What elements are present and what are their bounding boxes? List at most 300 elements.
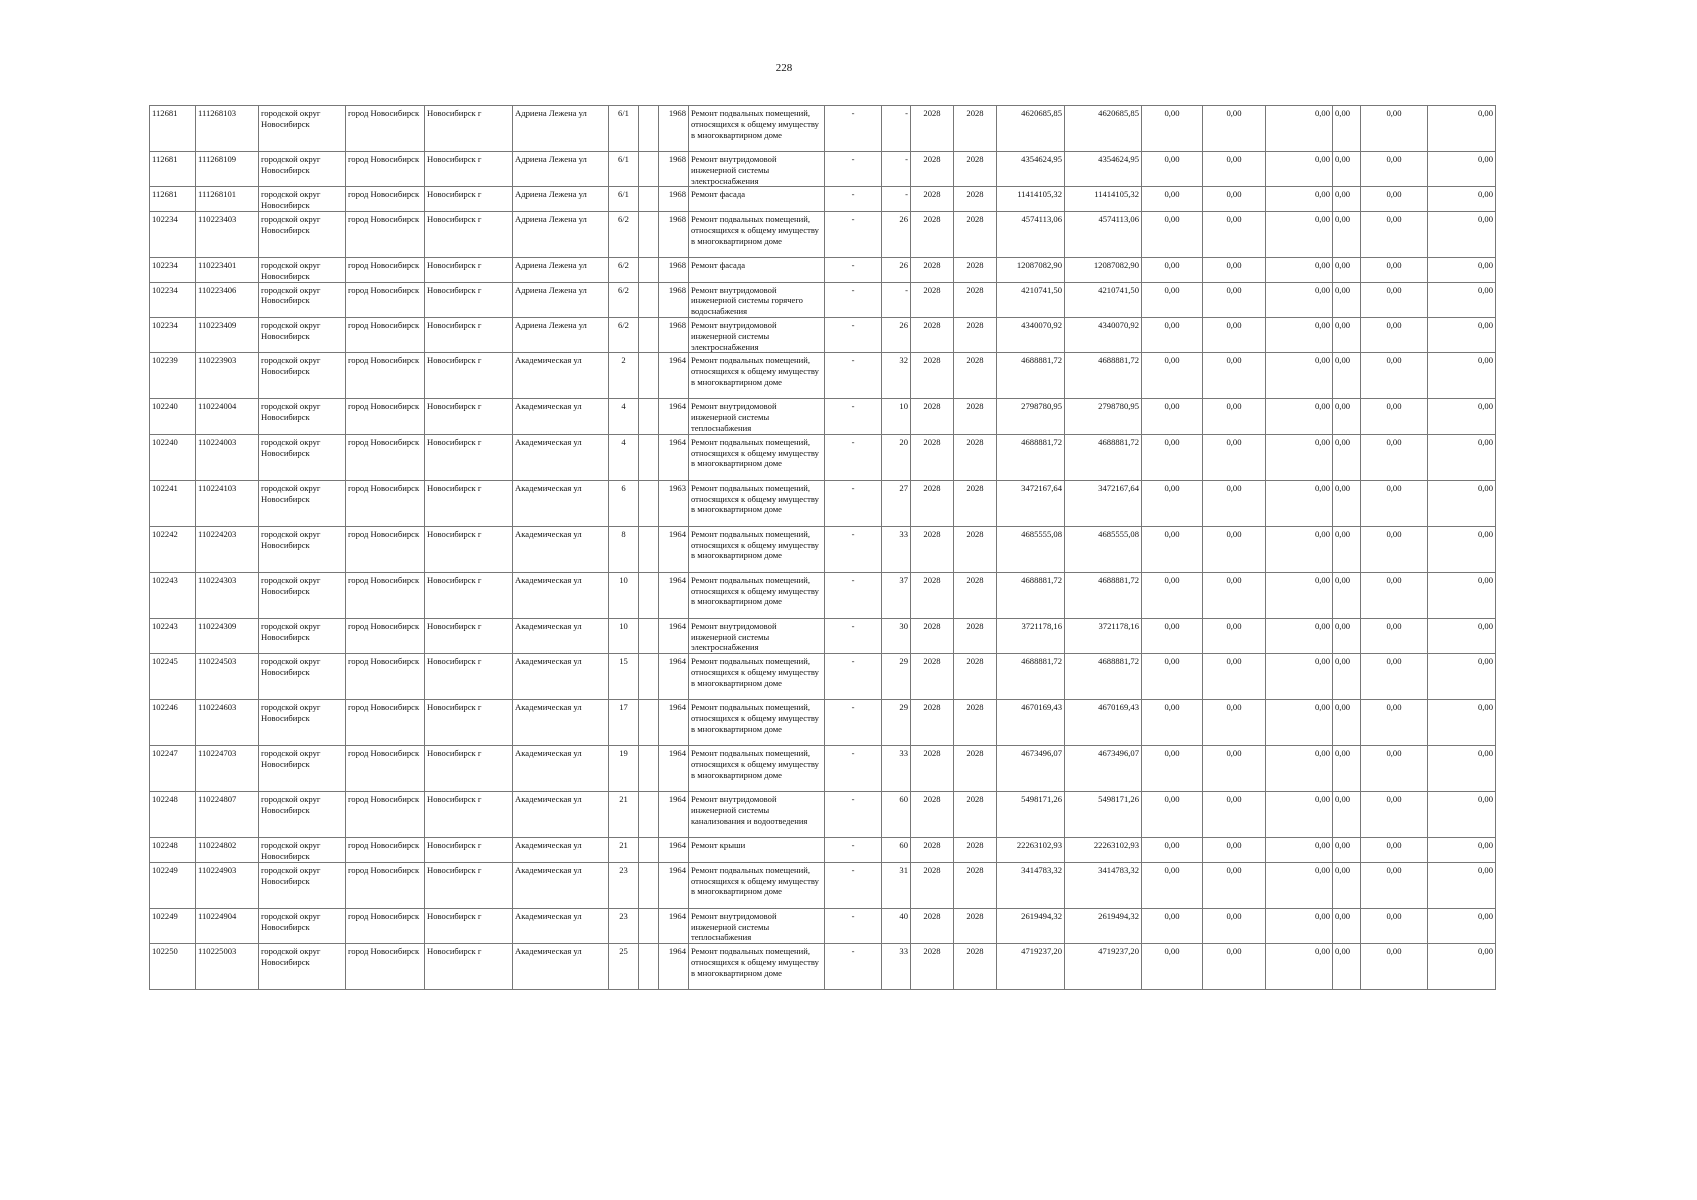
cell-street: Академическая ул [513, 944, 609, 990]
cell-house-no: 6/1 [609, 152, 639, 187]
cell-plan-year-2: 2028 [954, 944, 997, 990]
cell-city: Новосибирск г [425, 792, 513, 838]
cell-zero-2: 0,00 [1203, 792, 1266, 838]
cell-zero-2: 0,00 [1203, 526, 1266, 572]
cell-street: Академическая ул [513, 700, 609, 746]
cell-settlement: город Новосибирск [346, 317, 425, 352]
cell-work-type: Ремонт подвальных помещений, относящихся к общему имуществу в многоквартирном доме [689, 106, 825, 152]
cell-house-id: 102234 [150, 317, 196, 352]
cell-house-no: 6/2 [609, 282, 639, 317]
cell-city: Новосибирск г [425, 353, 513, 399]
cell-settlement: город Новосибирск [346, 700, 425, 746]
cell-municipality: городской округ Новосибирск [259, 211, 346, 257]
cell-apartments: 37 [882, 572, 911, 618]
cell-zero-3: 0,00 [1266, 944, 1333, 990]
cell-zero-1: 0,00 [1142, 353, 1203, 399]
cell-apartments: 26 [882, 211, 911, 257]
cell-blank [639, 700, 659, 746]
cell-zero-5: 0,00 [1361, 746, 1428, 792]
cell-settlement: город Новосибирск [346, 792, 425, 838]
cell-zero-1: 0,00 [1142, 908, 1203, 943]
cell-municipality: городской округ Новосибирск [259, 282, 346, 317]
cell-cost-total: 3414783,32 [997, 862, 1065, 908]
cell-city: Новосибирск г [425, 480, 513, 526]
cell-zero-2: 0,00 [1203, 908, 1266, 943]
cell-dash-col: - [825, 152, 882, 187]
cell-municipality: городской округ Новосибирск [259, 838, 346, 863]
cell-settlement: город Новосибирск [346, 572, 425, 618]
cell-cost-fund: 4673496,07 [1065, 746, 1142, 792]
cell-zero-4: 0,00 [1333, 792, 1361, 838]
cell-zero-4: 0,00 [1333, 317, 1361, 352]
cell-house-no: 4 [609, 399, 639, 434]
cell-work-type: Ремонт подвальных помещений, относящихся к общему имуществу в многоквартирном доме [689, 572, 825, 618]
cell-year: 1964 [659, 792, 689, 838]
cell-cost-fund: 4340070,92 [1065, 317, 1142, 352]
cell-house-id: 102239 [150, 353, 196, 399]
cell-blank [639, 944, 659, 990]
cell-zero-4: 0,00 [1333, 572, 1361, 618]
cell-house-no: 6/1 [609, 187, 639, 212]
cell-cost-fund: 4670169,43 [1065, 700, 1142, 746]
cell-house-no: 19 [609, 746, 639, 792]
cell-blank [639, 654, 659, 700]
cell-house-no: 21 [609, 792, 639, 838]
cell-settlement: город Новосибирск [346, 187, 425, 212]
cell-blank [639, 353, 659, 399]
cell-zero-2: 0,00 [1203, 480, 1266, 526]
cell-zero-2: 0,00 [1203, 152, 1266, 187]
cell-work-id: 110223401 [196, 257, 259, 282]
cell-work-type: Ремонт подвальных помещений, относящихся к общему имуществу в многоквартирном доме [689, 700, 825, 746]
cell-cost-fund: 22263102,93 [1065, 838, 1142, 863]
cell-blank [639, 434, 659, 480]
cell-apartments: 26 [882, 257, 911, 282]
cell-municipality: городской округ Новосибирск [259, 480, 346, 526]
cell-plan-year-1: 2028 [911, 618, 954, 653]
cell-plan-year-1: 2028 [911, 862, 954, 908]
cell-plan-year-2: 2028 [954, 317, 997, 352]
cell-cost-fund: 12087082,90 [1065, 257, 1142, 282]
table-row [150, 480, 1496, 526]
cell-house-id: 102240 [150, 399, 196, 434]
cell-dash-col: - [825, 654, 882, 700]
cell-zero-1: 0,00 [1142, 838, 1203, 863]
cell-plan-year-2: 2028 [954, 480, 997, 526]
cell-zero-2: 0,00 [1203, 746, 1266, 792]
cell-plan-year-1: 2028 [911, 106, 954, 152]
cell-zero-3: 0,00 [1266, 106, 1333, 152]
cell-plan-year-2: 2028 [954, 152, 997, 187]
cell-work-type: Ремонт подвальных помещений, относящихся к общему имуществу в многоквартирном доме [689, 746, 825, 792]
cell-cost-fund: 11414105,32 [1065, 187, 1142, 212]
cell-zero-1: 0,00 [1142, 399, 1203, 434]
cell-zero-6: 0,00 [1428, 399, 1496, 434]
cell-zero-1: 0,00 [1142, 746, 1203, 792]
cell-zero-4: 0,00 [1333, 187, 1361, 212]
cell-zero-5: 0,00 [1361, 908, 1428, 943]
cell-house-no: 17 [609, 700, 639, 746]
cell-apartments: 33 [882, 944, 911, 990]
cell-house-id: 102242 [150, 526, 196, 572]
cell-work-id: 110224807 [196, 792, 259, 838]
table-row [150, 838, 1496, 863]
table-row [150, 187, 1496, 212]
cell-work-type: Ремонт фасада [689, 187, 825, 212]
cell-plan-year-2: 2028 [954, 353, 997, 399]
cell-zero-4: 0,00 [1333, 257, 1361, 282]
cell-zero-4: 0,00 [1333, 618, 1361, 653]
cell-house-id: 102247 [150, 746, 196, 792]
cell-zero-6: 0,00 [1428, 700, 1496, 746]
cell-work-id: 110224004 [196, 399, 259, 434]
cell-city: Новосибирск г [425, 746, 513, 792]
cell-zero-6: 0,00 [1428, 152, 1496, 187]
cell-zero-3: 0,00 [1266, 152, 1333, 187]
page-number: 228 [775, 62, 793, 74]
cell-zero-6: 0,00 [1428, 282, 1496, 317]
cell-city: Новосибирск г [425, 211, 513, 257]
cell-year: 1964 [659, 572, 689, 618]
cell-house-id: 102249 [150, 908, 196, 943]
cell-apartments: 60 [882, 792, 911, 838]
cell-zero-4: 0,00 [1333, 654, 1361, 700]
cell-settlement: город Новосибирск [346, 399, 425, 434]
cell-zero-3: 0,00 [1266, 838, 1333, 863]
cell-work-type: Ремонт внутридомовой инженерной системы теплоснабжения [689, 908, 825, 943]
cell-zero-1: 0,00 [1142, 480, 1203, 526]
cell-apartments: 10 [882, 399, 911, 434]
cell-zero-1: 0,00 [1142, 618, 1203, 653]
cell-cost-total: 4670169,43 [997, 700, 1065, 746]
cell-blank [639, 746, 659, 792]
cell-year: 1968 [659, 282, 689, 317]
cell-year: 1964 [659, 434, 689, 480]
cell-zero-3: 0,00 [1266, 908, 1333, 943]
cell-zero-5: 0,00 [1361, 317, 1428, 352]
cell-zero-2: 0,00 [1203, 654, 1266, 700]
cell-house-no: 23 [609, 908, 639, 943]
cell-year: 1968 [659, 152, 689, 187]
cell-zero-6: 0,00 [1428, 187, 1496, 212]
cell-cost-fund: 4354624,95 [1065, 152, 1142, 187]
cell-cost-fund: 4620685,85 [1065, 106, 1142, 152]
cell-blank [639, 106, 659, 152]
cell-year: 1964 [659, 944, 689, 990]
cell-city: Новосибирск г [425, 434, 513, 480]
cell-zero-4: 0,00 [1333, 480, 1361, 526]
cell-zero-4: 0,00 [1333, 434, 1361, 480]
cell-settlement: город Новосибирск [346, 862, 425, 908]
cell-street: Адриена Лежена ул [513, 187, 609, 212]
cell-city: Новосибирск г [425, 572, 513, 618]
cell-apartments: - [882, 187, 911, 212]
cell-dash-col: - [825, 700, 882, 746]
cell-blank [639, 480, 659, 526]
cell-cost-total: 4688881,72 [997, 572, 1065, 618]
cell-zero-4: 0,00 [1333, 838, 1361, 863]
cell-work-id: 110224903 [196, 862, 259, 908]
cell-work-type: Ремонт крыши [689, 838, 825, 863]
cell-house-no: 6/2 [609, 257, 639, 282]
cell-municipality: городской округ Новосибирск [259, 317, 346, 352]
cell-zero-6: 0,00 [1428, 862, 1496, 908]
cell-house-no: 4 [609, 434, 639, 480]
cell-dash-col: - [825, 353, 882, 399]
cell-zero-5: 0,00 [1361, 862, 1428, 908]
cell-settlement: город Новосибирск [346, 211, 425, 257]
cell-street: Адриена Лежена ул [513, 282, 609, 317]
cell-zero-1: 0,00 [1142, 152, 1203, 187]
cell-cost-total: 2619494,32 [997, 908, 1065, 943]
cell-street: Академическая ул [513, 572, 609, 618]
capital-repair-table [149, 105, 1496, 990]
cell-municipality: городской округ Новосибирск [259, 526, 346, 572]
cell-house-no: 25 [609, 944, 639, 990]
cell-zero-5: 0,00 [1361, 944, 1428, 990]
cell-work-id: 110224802 [196, 838, 259, 863]
cell-plan-year-2: 2028 [954, 862, 997, 908]
cell-apartments: 29 [882, 654, 911, 700]
cell-work-id: 111268109 [196, 152, 259, 187]
cell-zero-6: 0,00 [1428, 908, 1496, 943]
cell-zero-1: 0,00 [1142, 282, 1203, 317]
cell-apartments: 40 [882, 908, 911, 943]
cell-cost-fund: 3414783,32 [1065, 862, 1142, 908]
cell-plan-year-1: 2028 [911, 792, 954, 838]
cell-house-id: 102248 [150, 838, 196, 863]
cell-blank [639, 908, 659, 943]
cell-city: Новосибирск г [425, 700, 513, 746]
table-row [150, 654, 1496, 700]
cell-zero-5: 0,00 [1361, 434, 1428, 480]
cell-zero-2: 0,00 [1203, 618, 1266, 653]
cell-plan-year-1: 2028 [911, 572, 954, 618]
cell-work-id: 110224503 [196, 654, 259, 700]
cell-plan-year-2: 2028 [954, 211, 997, 257]
cell-zero-1: 0,00 [1142, 944, 1203, 990]
cell-municipality: городской округ Новосибирск [259, 944, 346, 990]
cell-work-type: Ремонт подвальных помещений, относящихся к общему имуществу в многоквартирном доме [689, 434, 825, 480]
table-row [150, 908, 1496, 943]
cell-apartments: 29 [882, 700, 911, 746]
cell-apartments: 30 [882, 618, 911, 653]
cell-cost-total: 4688881,72 [997, 654, 1065, 700]
cell-cost-fund: 2798780,95 [1065, 399, 1142, 434]
cell-zero-5: 0,00 [1361, 187, 1428, 212]
cell-plan-year-2: 2028 [954, 434, 997, 480]
cell-zero-2: 0,00 [1203, 187, 1266, 212]
cell-street: Академическая ул [513, 862, 609, 908]
cell-cost-fund: 4210741,50 [1065, 282, 1142, 317]
cell-house-no: 10 [609, 572, 639, 618]
cell-street: Академическая ул [513, 434, 609, 480]
cell-plan-year-2: 2028 [954, 282, 997, 317]
cell-settlement: город Новосибирск [346, 526, 425, 572]
cell-work-id: 110224103 [196, 480, 259, 526]
cell-house-id: 112681 [150, 187, 196, 212]
cell-zero-3: 0,00 [1266, 434, 1333, 480]
cell-work-type: Ремонт подвальных помещений, относящихся к общему имуществу в многоквартирном доме [689, 526, 825, 572]
cell-year: 1964 [659, 654, 689, 700]
cell-municipality: городской округ Новосибирск [259, 572, 346, 618]
cell-work-type: Ремонт подвальных помещений, относящихся к общему имуществу в многоквартирном доме [689, 211, 825, 257]
cell-municipality: городской округ Новосибирск [259, 618, 346, 653]
cell-zero-6: 0,00 [1428, 944, 1496, 990]
table-row [150, 257, 1496, 282]
cell-zero-2: 0,00 [1203, 211, 1266, 257]
cell-zero-5: 0,00 [1361, 399, 1428, 434]
cell-zero-5: 0,00 [1361, 838, 1428, 863]
cell-zero-1: 0,00 [1142, 862, 1203, 908]
cell-settlement: город Новосибирск [346, 353, 425, 399]
cell-zero-5: 0,00 [1361, 654, 1428, 700]
cell-cost-total: 22263102,93 [997, 838, 1065, 863]
cell-municipality: городской округ Новосибирск [259, 399, 346, 434]
cell-house-id: 102245 [150, 654, 196, 700]
cell-blank [639, 792, 659, 838]
cell-plan-year-1: 2028 [911, 353, 954, 399]
cell-cost-total: 4673496,07 [997, 746, 1065, 792]
cell-cost-fund: 2619494,32 [1065, 908, 1142, 943]
cell-work-type: Ремонт подвальных помещений, относящихся к общему имуществу в многоквартирном доме [689, 944, 825, 990]
cell-work-type: Ремонт внутридомовой инженерной системы электроснабжения [689, 317, 825, 352]
cell-plan-year-2: 2028 [954, 908, 997, 943]
cell-dash-col: - [825, 526, 882, 572]
cell-work-type: Ремонт внутридомовой инженерной системы электроснабжения [689, 618, 825, 653]
cell-zero-1: 0,00 [1142, 526, 1203, 572]
cell-zero-6: 0,00 [1428, 257, 1496, 282]
cell-year: 1964 [659, 700, 689, 746]
cell-zero-6: 0,00 [1428, 654, 1496, 700]
cell-cost-total: 4688881,72 [997, 434, 1065, 480]
cell-zero-4: 0,00 [1333, 282, 1361, 317]
cell-plan-year-2: 2028 [954, 106, 997, 152]
cell-zero-1: 0,00 [1142, 187, 1203, 212]
cell-blank [639, 572, 659, 618]
cell-cost-total: 4354624,95 [997, 152, 1065, 187]
cell-cost-total: 3472167,64 [997, 480, 1065, 526]
table-row [150, 944, 1496, 990]
cell-settlement: город Новосибирск [346, 434, 425, 480]
cell-plan-year-2: 2028 [954, 399, 997, 434]
table-row [150, 317, 1496, 352]
cell-zero-3: 0,00 [1266, 399, 1333, 434]
cell-plan-year-2: 2028 [954, 618, 997, 653]
cell-street: Академическая ул [513, 838, 609, 863]
cell-year: 1964 [659, 746, 689, 792]
cell-zero-3: 0,00 [1266, 700, 1333, 746]
cell-street: Академическая ул [513, 353, 609, 399]
cell-zero-2: 0,00 [1203, 399, 1266, 434]
cell-street: Адриена Лежена ул [513, 211, 609, 257]
cell-cost-total: 2798780,95 [997, 399, 1065, 434]
table-row [150, 572, 1496, 618]
cell-zero-2: 0,00 [1203, 944, 1266, 990]
cell-house-no: 15 [609, 654, 639, 700]
cell-zero-4: 0,00 [1333, 908, 1361, 943]
cell-apartments: 26 [882, 317, 911, 352]
cell-dash-col: - [825, 257, 882, 282]
cell-city: Новосибирск г [425, 257, 513, 282]
cell-work-id: 110225003 [196, 944, 259, 990]
cell-city: Новосибирск г [425, 838, 513, 863]
cell-work-type: Ремонт подвальных помещений, относящихся к общему имуществу в многоквартирном доме [689, 654, 825, 700]
cell-plan-year-2: 2028 [954, 654, 997, 700]
cell-work-type: Ремонт подвальных помещений, относящихся к общему имуществу в многоквартирном доме [689, 862, 825, 908]
cell-zero-2: 0,00 [1203, 838, 1266, 863]
cell-work-id: 110223403 [196, 211, 259, 257]
cell-cost-total: 4620685,85 [997, 106, 1065, 152]
cell-plan-year-1: 2028 [911, 526, 954, 572]
cell-work-id: 110224904 [196, 908, 259, 943]
cell-apartments: 32 [882, 353, 911, 399]
cell-dash-col: - [825, 399, 882, 434]
cell-plan-year-1: 2028 [911, 187, 954, 212]
cell-cost-total: 4210741,50 [997, 282, 1065, 317]
table-row [150, 353, 1496, 399]
cell-cost-fund: 4688881,72 [1065, 654, 1142, 700]
cell-zero-4: 0,00 [1333, 152, 1361, 187]
cell-zero-3: 0,00 [1266, 572, 1333, 618]
cell-zero-1: 0,00 [1142, 572, 1203, 618]
cell-zero-3: 0,00 [1266, 480, 1333, 526]
cell-apartments: - [882, 106, 911, 152]
cell-year: 1964 [659, 838, 689, 863]
cell-municipality: городской округ Новосибирск [259, 700, 346, 746]
cell-zero-1: 0,00 [1142, 434, 1203, 480]
cell-house-id: 102243 [150, 572, 196, 618]
cell-work-id: 110224603 [196, 700, 259, 746]
cell-zero-5: 0,00 [1361, 480, 1428, 526]
cell-cost-fund: 4719237,20 [1065, 944, 1142, 990]
cell-municipality: городской округ Новосибирск [259, 654, 346, 700]
cell-street: Академическая ул [513, 618, 609, 653]
cell-municipality: городской округ Новосибирск [259, 862, 346, 908]
cell-house-id: 112681 [150, 106, 196, 152]
cell-zero-6: 0,00 [1428, 746, 1496, 792]
cell-blank [639, 618, 659, 653]
cell-plan-year-1: 2028 [911, 944, 954, 990]
cell-zero-3: 0,00 [1266, 654, 1333, 700]
cell-municipality: городской округ Новосибирск [259, 792, 346, 838]
cell-apartments: 31 [882, 862, 911, 908]
table-row [150, 106, 1496, 152]
cell-work-type: Ремонт фасада [689, 257, 825, 282]
cell-zero-1: 0,00 [1142, 106, 1203, 152]
cell-dash-col: - [825, 480, 882, 526]
table-row [150, 526, 1496, 572]
cell-zero-5: 0,00 [1361, 526, 1428, 572]
cell-apartments: - [882, 152, 911, 187]
cell-municipality: городской округ Новосибирск [259, 434, 346, 480]
cell-settlement: город Новосибирск [346, 618, 425, 653]
cell-zero-3: 0,00 [1266, 187, 1333, 212]
cell-street: Академическая ул [513, 480, 609, 526]
cell-zero-6: 0,00 [1428, 353, 1496, 399]
cell-zero-3: 0,00 [1266, 257, 1333, 282]
cell-zero-4: 0,00 [1333, 526, 1361, 572]
table-row [150, 862, 1496, 908]
cell-settlement: город Новосибирск [346, 944, 425, 990]
cell-cost-total: 4340070,92 [997, 317, 1065, 352]
cell-zero-2: 0,00 [1203, 282, 1266, 317]
cell-cost-total: 5498171,26 [997, 792, 1065, 838]
cell-zero-1: 0,00 [1142, 654, 1203, 700]
cell-plan-year-1: 2028 [911, 700, 954, 746]
cell-zero-6: 0,00 [1428, 618, 1496, 653]
cell-cost-total: 4719237,20 [997, 944, 1065, 990]
